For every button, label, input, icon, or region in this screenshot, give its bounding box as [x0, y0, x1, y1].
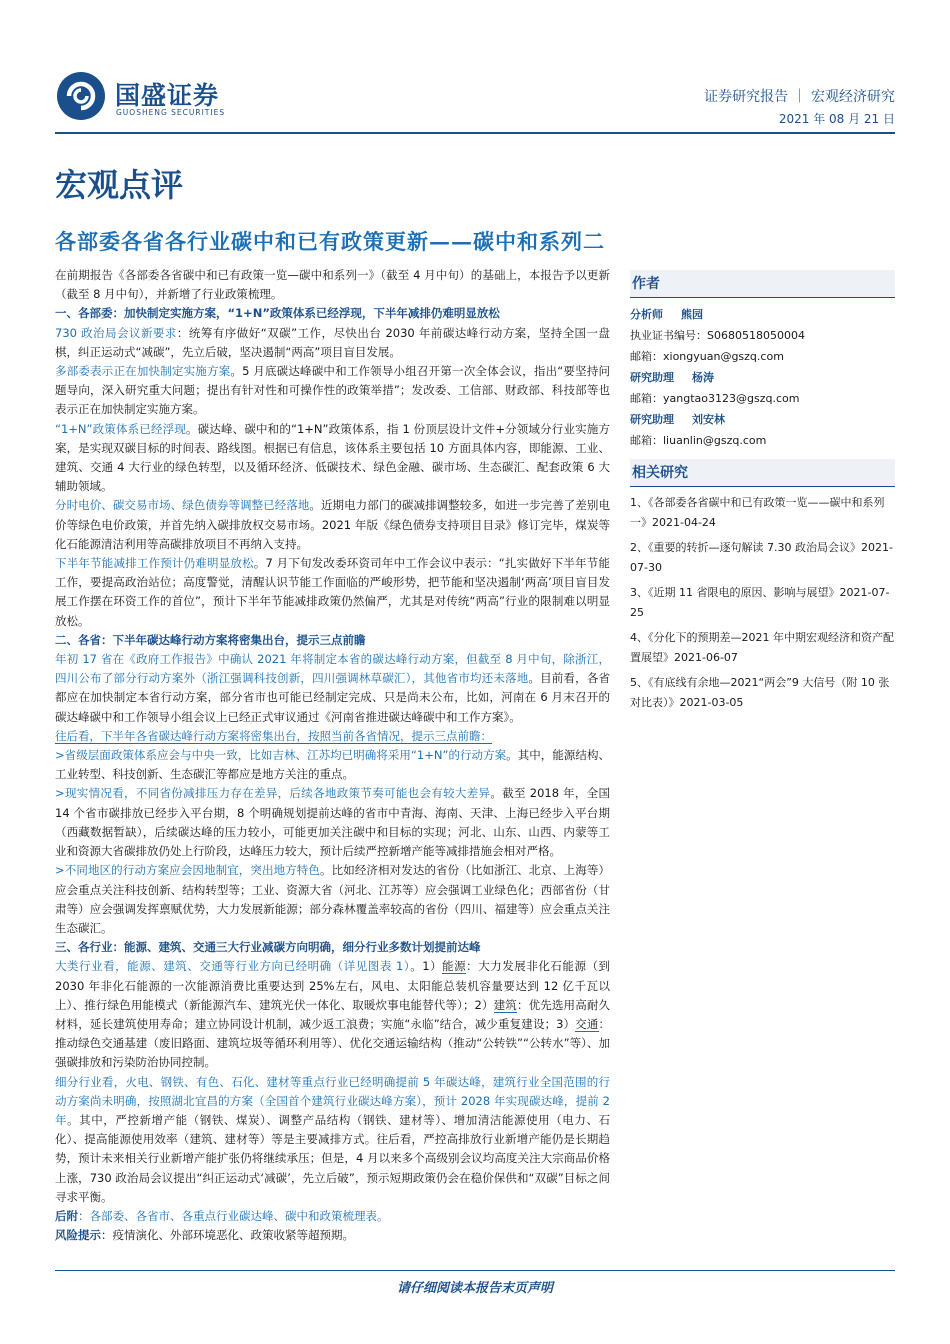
paragraph	[55, 1073, 610, 1207]
logo-subtext: GUOSHENG SECURITIES	[116, 108, 226, 117]
risk-note	[55, 1226, 610, 1245]
paragraph-text: ：统筹有序做好“双碳”工作，尽快出台 2030 年前碳达峰行动方案，坚持全国一盘棋，纠正运动式“减碳”，先立后破，坚决遏制“两高”项目盲目发展。	[55, 325, 610, 359]
paragraph-text: 。7 月下旬发改委环资司年中工作会议中表示：“扎实做好下半年节能工作，要提高政治站位；高度警觉，清醒认识节能工作面临的严峻形势，把节能和坚决遏制‘两高’项目盲目发展工作摆在环资工作的首位”，预计下半年节能减排政策仍然偏严，尤其是对传统“两高”行业的限制难以明显放松。	[55, 556, 610, 628]
paragraph-lead: 分时电价、碳交易市场、绿色债券等调整已经落地	[55, 498, 310, 513]
paragraph-text: ：优先选用高耐久材料，延长建筑使用寿命；建立协同设计机制，减少返工浪费；实施“永临”结合，减少重复建设；3）	[55, 997, 611, 1031]
author-assistant-2	[630, 409, 895, 430]
paragraph-lead: 下半年节能减排工作预计仍难明显放松	[55, 556, 254, 571]
logo-text: 国盛证券	[115, 81, 220, 110]
paragraph	[55, 324, 610, 362]
section-heading-3: 三、各行业：能源、建筑、交通三大行业减碳方向明确，细分行业多数计划提前达峰	[55, 940, 481, 955]
company-logo	[55, 70, 285, 130]
paragraph	[55, 727, 610, 746]
footer-divider	[55, 1270, 895, 1271]
paragraph	[55, 861, 610, 938]
paragraph-lead: >省级层面政策体系应会与中央一致，比如吉林、江苏均已明确将采用“1+N”的行动方案	[55, 748, 507, 763]
report-body	[55, 266, 610, 1245]
related-research-item[interactable]: 3、《近期 11 省限电的原因、影响与展望》2021-07-25	[630, 586, 890, 619]
paragraph-text: ：大力发展非化石能源（到 2030 年非化石能源的一次能源消费比重要达到 25%左右，风电、太阳能总装机容量要达到 12 亿千瓦以上）、推行绿色用能模式（新能源汽车、建筑光伏一体化、取暖炊事电能替代等）；2）	[55, 959, 611, 1012]
paragraph-text: 。目前看，各省都应在加快制定本省行动方案，部分省市也可能已经制定完成、只是尚未公布，比如，河南在 6 月末召开的碳达峰碳中和工作领导小组会议上已经正式审议通过《河南省推进碳达峰碳中和工作方案》。	[55, 671, 611, 724]
paragraph	[55, 784, 610, 861]
author-role: 研究助理	[630, 413, 674, 426]
keyword: 交通	[575, 1016, 599, 1031]
paragraph-lead: 细分行业看，火电、钢铁、有色、石化、建材等重点行业已经明确提前 5 年碳达峰，建筑行业全国范围的行动方案尚未明确，按照湖北宜昌的方案（全国首个建筑行业碳达峰方案），预计 2028 年实现碳达峰，提前 2 年	[55, 1074, 610, 1127]
paragraph-text: 。近期电力部门的碳减排调整较多，如进一步完善了差别电价等绿色电价政策，并首先纳入碳排放权交易市场。2021 年版《绿色债券支持项目目录》修订完毕，煤炭等化石能源清洁利用等高碳排放项目不再纳入支持。	[55, 498, 610, 551]
author-license: 执业证书编号：S0680518050004	[630, 329, 805, 342]
paragraph-lead: 年初 17 省在《政府工作报告》中确认 2021 年将制定本省的碳达峰行动方案，但截至 8 月中旬，除浙江，四川公布了部分行动方案外（浙江强调科技创新，四川强调林草碳汇），其他省市均还未落地	[55, 652, 610, 686]
paragraph-lead: “1+N”政策体系已经浮现	[55, 421, 186, 436]
risk-label: 风险提示	[55, 1228, 101, 1243]
author-role: 研究助理	[630, 371, 674, 384]
author-name: 熊园	[681, 308, 703, 321]
paragraph	[55, 362, 610, 420]
paragraph-text: 。截至 2018 年，全国 14 个省市碳排放已经步入平台期，8 个明确规划提前达峰的省市中青海、海南、天津、上海已经步入平台期（西藏数据暂缺），后续碳达峰的压力较小，可能更加关注碳中和目标的实现；河北、山东、山西、内蒙等工业和资源大省碳排放仍处上行阶段，达峰压力较大，预计后续严控新增产能等减排措施会相对严格。	[55, 786, 610, 859]
paragraph-text: 。1）	[410, 959, 443, 974]
paragraph-lead: 多部委表示正在加快制定实施方案	[55, 364, 231, 379]
paragraph-lead: >现实情况看，不同省份减排压力存在差异，后续各地政策节奏可能也会有较大差异	[55, 786, 491, 801]
section-heading-2: 二、各省：下半年碳达峰行动方案将密集出台，提示三点前瞻	[55, 632, 366, 647]
report-title: 各部委各省各行业碳中和已有政策更新——碳中和系列二	[55, 229, 605, 254]
author-analyst	[630, 304, 895, 325]
section-heading-1: 一、各部委：加快制定实施方案，“1+N”政策体系已经浮现，下半年减排仍难明显放松	[55, 306, 500, 321]
report-type: 证券研究报告 ｜ 宏观经济研究	[704, 89, 895, 105]
author-list	[630, 298, 895, 451]
appendix-label: 后附	[55, 1208, 78, 1223]
author-name: 杨涛	[692, 371, 714, 384]
related-research-item[interactable]: 2、《重要的转折—逐句解读 7.30 政治局会议》2021-07-30	[630, 541, 893, 574]
footer-notice: 请仔细阅读本报告末页声明	[396, 1281, 553, 1296]
authors-heading: 作者	[630, 270, 895, 298]
paragraph-text: 。碳达峰、碳中和的“1+N”政策体系，指 1 份顶层设计文件+分领域分行业实施方案，是实现双碳目标的时间表、路线图。根据已有信息，该体系主要包括 10 方面具体内容，即能源、工业、建筑、交通 4 大行业的绿色转型，以及循环经济、低碳技术、绿色金融、碳市场、生态碳汇、配套政策 6 大辅助领域。	[55, 421, 610, 494]
related-research-item[interactable]: 4、《分化下的预期差—2021 年中期宏观经济和资产配置展望》2021-06-07	[630, 631, 894, 664]
related-research-item[interactable]: 5、《有底线有余地—2021“两会”9 大信号（附 10 张对比表）》2021-03-05	[630, 676, 890, 709]
paragraph-text: 。比如经济相对发达的省份（比如浙江、北京、上海等）应会重点关注科技创新、结构转型等；工业、资源大省（河北、江苏等）应会强调工业绿色化；西部省份（甘肃等）应会强调发挥禀赋优势，大力发展新能源；部分森林覆盖率较高的省份（四川、福建等）应会重点关注生态碳汇。	[55, 863, 610, 935]
keyword: 能源	[442, 959, 467, 974]
paragraph-text: ：推动绿色交通基建（废旧路面、建筑垃圾等循环利用等）、优化交通运输结构（推动“公转铁”“公转水”等）、加强碳排放和污染防治协同控制。	[55, 1016, 611, 1070]
logo-icon	[55, 70, 107, 122]
paragraph	[55, 496, 610, 554]
paragraph-lead: 往后看，下半年各省碳达峰行动方案将密集出台，按照当前各省情况，提示三点前瞻：	[55, 728, 492, 743]
paragraph-lead: >不同地区的行动方案应会因地制宜，突出地方特色	[55, 863, 321, 878]
author-name: 刘安林	[692, 413, 725, 426]
paragraph-text: 。其中，严控新增产能（钢铁、煤炭）、调整产品结构（钢铁、建材等）、增加清洁能源使用（电力、石化）、提高能源使用效率（建筑、建材等）等是主要减排方式。往后看，严控高排放行业新增产能仍是长期趋势，预计未来相关行业新增产能扩张仍将继续承压；但是，4 月以来多个高级别会议均高度关注大宗商品价格上涨，730 政治局会议提出“纠正运动式‘减碳’，先立后破”，预示短期政策仍会在稳价保供和“双碳”目标之间寻求平衡。	[55, 1112, 611, 1204]
paragraph-lead: 大类行业看，能源、建筑、交通等行业方向已经明确（详见图表 1）	[55, 959, 411, 974]
intro-paragraph: 在前期报告《各部委各省碳中和已有政策一览—碳中和系列一》（截至 4 月中旬）的基础上，本报告予以更新（截至 8 月中旬），并新增了行业政策梳理。	[55, 268, 610, 302]
report-date: 2021 年 08 月 21 日	[778, 112, 895, 126]
author-assistant-1	[630, 367, 895, 388]
paragraph	[55, 650, 610, 727]
related-research-item[interactable]: 1、《各部委各省碳中和已有政策一览——碳中和系列一》2021-04-24	[630, 496, 885, 529]
paragraph	[55, 554, 610, 631]
paragraph	[55, 746, 610, 784]
risk-text: ：疫情演化、外部环境恶化、政策收紧等超预期。	[101, 1228, 354, 1243]
author-role: 分析师	[630, 308, 663, 321]
appendix-text: ：各部委、各省市、各重点行业碳达峰、碳中和政策梳理表。	[78, 1208, 389, 1223]
keyword: 建筑	[493, 997, 517, 1012]
author-email[interactable]: 邮箱：yangtao3123@gszq.com	[630, 392, 800, 405]
author-email[interactable]: 邮箱：xiongyuan@gszq.com	[630, 350, 784, 363]
header-divider	[55, 132, 895, 134]
related-research-heading: 相关研究	[630, 459, 895, 487]
appendix-note	[55, 1207, 610, 1226]
sidebar	[630, 270, 895, 718]
paragraph	[55, 420, 610, 497]
page-header	[0, 0, 950, 140]
report-category: 宏观点评	[55, 166, 184, 204]
paragraph	[55, 957, 610, 1072]
paragraph-text: 。其中，能源结构、工业转型、科技创新、生态碳汇等都应是地方关注的重点。	[55, 748, 610, 782]
paragraph-text: 。5 月底碳达峰碳中和工作领导小组召开第一次全体会议，指出“要坚持问题导向，深入研究重大问题；提出有针对性和可操作性的政策举措”；发改委、工信部、财政部、科技部等也表示正在加快制定实施方案。	[55, 364, 610, 417]
author-email[interactable]: 邮箱：liuanlin@gszq.com	[630, 434, 767, 447]
paragraph-lead: 730 政治局会议新要求	[55, 325, 177, 340]
related-research-list	[630, 487, 895, 712]
